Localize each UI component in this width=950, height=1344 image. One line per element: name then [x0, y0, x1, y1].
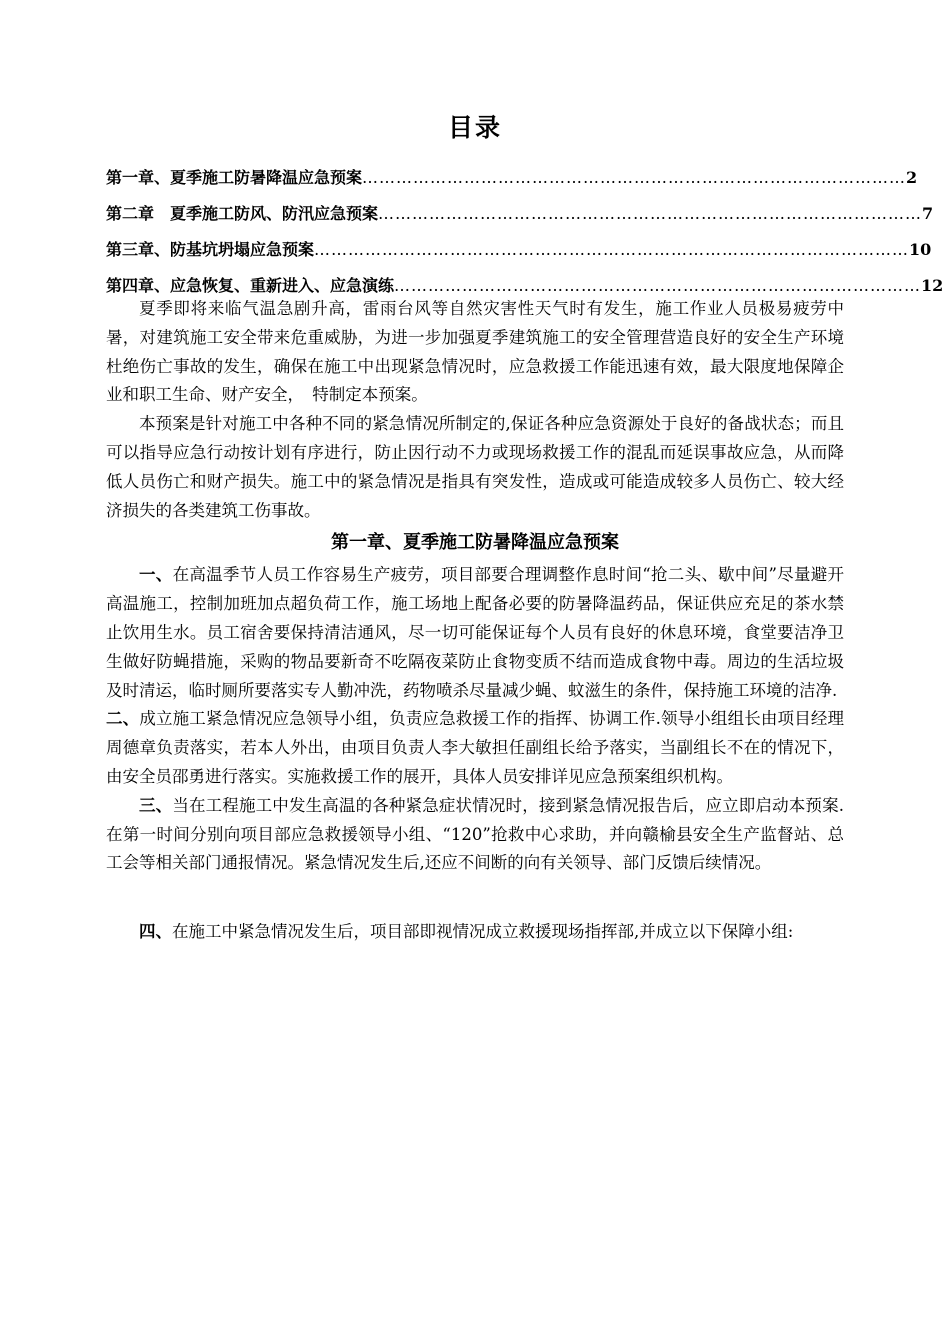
toc-page-number: 7: [922, 204, 934, 223]
document-body: [106, 295, 844, 947]
toc-page-number: 10: [909, 240, 932, 259]
item-text: 在高温季节人员工作容易生产疲劳，项目部要合理调整作息时间“抢二头、歇中间”尽量避开高温施工，控制加班加点超负荷工作，施工场地上配备必要的防暑降温药品，保证供应充足的茶水禁止饮用生水。员工宿舍要保持清洁通风，尽一切可能保证每个人员有良好的休息环境，食堂要洁净卫生做好防蝇措施，采购的物品要新奇不吃隔夜菜防止食物变质不结而造成食物中毒。周边的生活垃圾及时清运，临时厕所要落实专人勤冲洗，药物喷杀尽量减少蝇、蚊滋生的条件，保持施工环境的洁净.: [106, 565, 845, 700]
item-number: 三、: [139, 795, 173, 815]
toc-entry-label: 第三章、防基坑坍塌应急预案: [106, 240, 315, 259]
intro-paragraph-1: 夏季即将来临气温急剧升高，雷雨台风等自然灾害性天气时有发生，施工作业人员极易疲劳中暑，对建筑施工安全带来危重威胁，为进一步加强夏季建筑施工的安全管理营造良好的安全生产环境杜绝伤亡事故的发生，确保在施工中出现紧急情况时，应急救援工作能迅速有效，最大限度地保障企业和职工生命、财产安全， 特制定本预案。: [106, 299, 844, 405]
toc-entry-label: 第四章、应急恢复、重新进入、应急演练: [106, 276, 395, 295]
toc-entry-chapter-3[interactable]: [106, 232, 932, 268]
toc-page-number: 2: [906, 168, 918, 187]
chapter-1-item-2: [106, 705, 844, 791]
intro-paragraph-2: 本预案是针对施工中各种不同的紧急情况所制定的,保证各种应急资源处于良好的备战状态；而且可以指导应急行动按计划有序进行，防止因行动不力或现场救援工作的混乱而延误事故应急，从而降低人员伤亡和财产损失。施工中的紧急情况是指具有突发性，造成或可能造成较多人员伤亡、较大经济损失的各类建筑工伤事故。: [106, 414, 844, 520]
item-number: 一、: [139, 565, 173, 585]
toc-leader-dots: ……………………………………………………………………………………: [378, 204, 923, 223]
item-number: 二、: [106, 709, 140, 729]
toc-page-number: 12: [921, 276, 944, 295]
chapter-1-heading: 第一章、夏季施工防暑降温应急预案: [331, 532, 619, 554]
item-number: 四、: [139, 922, 172, 942]
item-text: 成立施工紧急情况应急领导小组，负责应急救援工作的指挥、协调工作.领导小组组长由项目经理周德章负责落实，若本人外出，由项目负责人李大敏担任副组长给予落实，当副组长不在的情况下，由安全员邵勇进行落实。实施救援工作的展开，具体人员安排详见应急预案组织机构。: [106, 709, 845, 786]
toc-entry-label: 第一章、夏季施工防暑降温应急预案: [106, 168, 363, 187]
blank-line: [106, 878, 844, 918]
toc-leader-dots: ……………………………………………………………………………………………: [314, 240, 910, 259]
chapter-1-item-3: [106, 792, 844, 878]
toc-leader-dots: ……………………………………………………………………………………: [362, 168, 907, 187]
toc-entry-chapter-2[interactable]: [106, 196, 934, 232]
item-text: 当在工程施工中发生高温的各种紧急症状情况时，接到紧急情况报告后，应立即启动本预案.在第一时间分别向项目部应急救援领导小组、“120”抢救中心求助，并向赣榆县安全生产监督站、总工会等相关部门通报情况。紧急情况发生后,还应不间断的向有关领导、部门反馈后续情况。: [106, 795, 845, 873]
chapter-1-item-1: [106, 561, 844, 705]
toc-leader-dots: …………………………………………………………………………………: [394, 276, 922, 295]
chapter-1-item-4: [106, 918, 844, 947]
table-of-contents: [106, 160, 944, 304]
toc-entry-label: 第二章 夏季施工防风、防汛应急预案: [106, 204, 379, 223]
item-text: 在施工中紧急情况发生后，项目部即视情况成立救援现场指挥部,并成立以下保障小组:: [172, 922, 794, 942]
toc-entry-chapter-1[interactable]: [106, 160, 918, 196]
toc-title: 目录: [447, 113, 502, 142]
